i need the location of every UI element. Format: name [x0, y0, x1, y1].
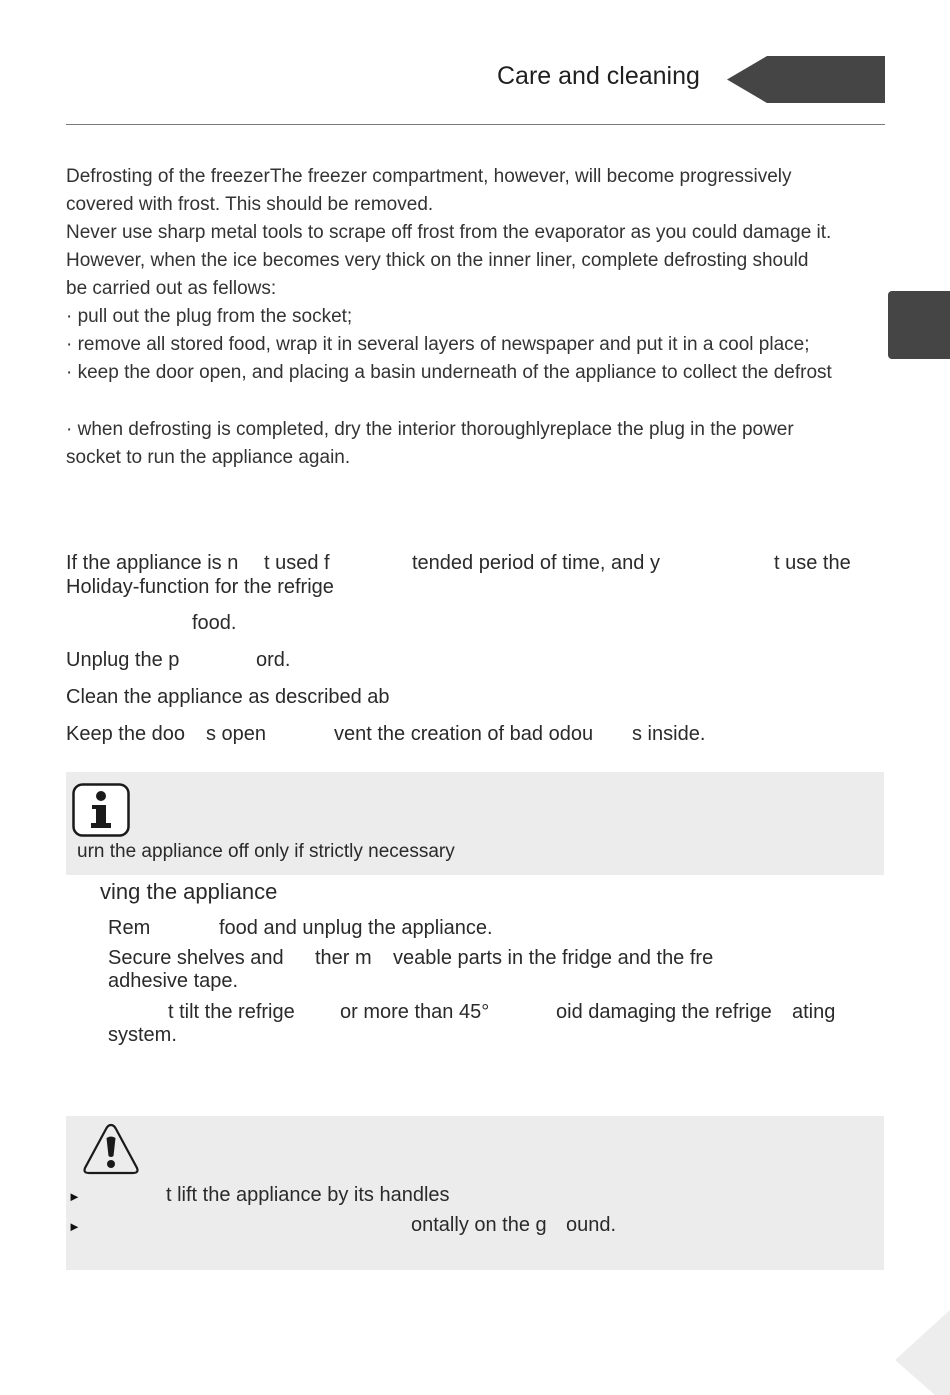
moving-step-2c: veable parts in the fridge and the fre: [393, 947, 714, 969]
defrost-line-3: Never use sharp metal tools to scrape off frost from the evaporator as you could damage it.: [66, 222, 832, 243]
defrost-step-1: · pull out the plug from the socket;: [66, 306, 353, 327]
info-note-text: urn the appliance off only if strictly necessary: [77, 841, 455, 862]
defrost-step-4a: · when defrosting is completed, dry the interior thoroughlyreplace the plug in the power: [66, 419, 794, 440]
defrost-step-3: · keep the door open, and placing a basin underneath of the appliance to collect the defrost: [66, 362, 832, 383]
warning-text-1: t lift the appliance by its handles: [166, 1184, 450, 1206]
warning-text-2a: ontally on the g: [411, 1214, 547, 1236]
section-tab-marker: [727, 56, 885, 103]
unused-text-4: Clean the appliance as described ab: [66, 686, 390, 708]
unused-text-5c: vent the creation of bad odou: [334, 723, 594, 745]
moving-step-3c: oid damaging the refrige: [556, 1001, 772, 1023]
defrost-step-2: · remove all stored food, wrap it in several layers of newspaper and put it in a cool place;: [66, 334, 810, 355]
info-icon: [72, 783, 130, 837]
moving-step-3b: or more than 45°: [340, 1001, 490, 1023]
moving-step-2a: Secure shelves and: [108, 947, 284, 969]
warning-bullet-2: ►: [68, 1219, 81, 1234]
moving-step-2b: ther m: [315, 947, 372, 969]
defrost-line-1: Defrosting of the freezerThe freezer compartment, however, will become progressively: [66, 166, 792, 187]
moving-heading: ving the appliance: [100, 879, 278, 904]
page-corner-decoration: [895, 1310, 950, 1395]
moving-step-3e: system.: [108, 1024, 177, 1046]
moving-step-3d: ating: [792, 1001, 836, 1023]
unused-text-5b: s open: [206, 723, 267, 745]
warning-bullet-1: ►: [68, 1189, 81, 1204]
moving-step-1a: Rem: [108, 917, 151, 939]
defrost-line-2: covered with frost. This should be removed.: [66, 194, 434, 215]
unused-text-5a: Keep the doo: [66, 723, 185, 745]
page-title: Care and cleaning: [497, 62, 700, 90]
header-divider: [66, 124, 885, 125]
moving-step-1b: food and unplug the appliance.: [219, 917, 493, 939]
unused-text-5d: s inside.: [632, 723, 706, 745]
defrost-line-5: be carried out as fellows:: [66, 278, 277, 299]
defrost-line-4: However, when the ice becomes very thick on the inner liner, complete defrosting should: [66, 250, 809, 271]
unused-text-2: food.: [192, 612, 237, 634]
unused-text-1b: t used f: [264, 552, 330, 574]
warning-text-2b: ound.: [566, 1214, 617, 1236]
unused-text-1e: Holiday-function for the refrige: [66, 576, 334, 598]
unused-text-3a: Unplug the p: [66, 649, 180, 671]
warning-triangle-icon: [82, 1122, 140, 1176]
chapter-side-tab: [888, 291, 950, 359]
defrost-step-4b: socket to run the appliance again.: [66, 447, 351, 468]
unused-text-3b: ord.: [256, 649, 291, 671]
moving-step-2d: adhesive tape.: [108, 970, 239, 992]
unused-text-1d: t use the: [774, 552, 851, 574]
unused-text-1a: If the appliance is n: [66, 552, 239, 574]
moving-step-3a: t tilt the refrige: [168, 1001, 295, 1023]
unused-text-1c: tended period of time, and y: [412, 552, 660, 574]
